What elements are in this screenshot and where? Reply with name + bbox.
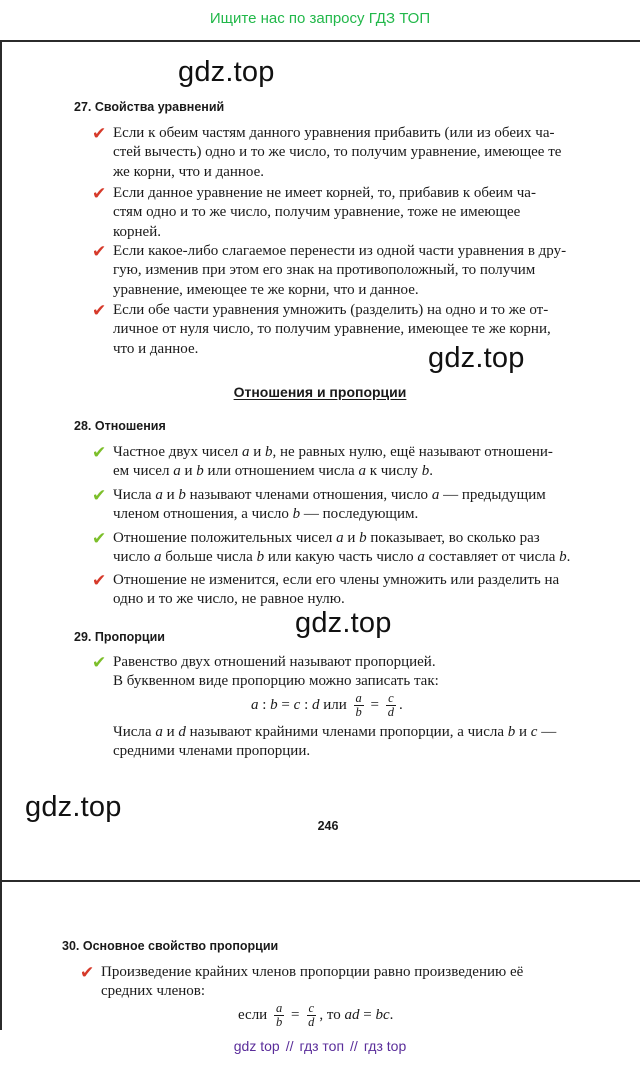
link-separator: // [350, 1038, 358, 1054]
section-29-title: 29. Пропорции [74, 630, 165, 644]
list-item: Произведение крайних членов пропорции равно произведению её средних членов: [101, 964, 524, 1000]
link-separator: // [285, 1038, 294, 1054]
top-page-rule [0, 40, 640, 42]
section-27-title: 27. Свойства уравнений [74, 100, 225, 114]
section-30-title: 30. Основное свойство пропорции [62, 939, 279, 953]
green-check-icon: ✔ [92, 443, 107, 463]
proportion-property-formula: если $\frac{a}{b}$ = $\frac{c}{d}$ , то ad = bc . [238, 1001, 394, 1029]
watermark: gdz.top [295, 607, 392, 639]
red-check-icon: ✔ [80, 963, 95, 983]
watermark: gdz.top [178, 56, 275, 88]
fraction: $\frac{c}{d}$ [387, 691, 394, 719]
red-check-icon: ✔ [92, 124, 107, 144]
list-item: Числа a и b называют членами отношения, число a — предыдущим членом отношения, а число b — последующим. [113, 487, 546, 523]
proportion-formula: a : b = c : d или $\frac{a}{b}$ = $\frac{c}{d}$ . [251, 691, 403, 719]
footer-link[interactable]: гдз top [363, 1038, 407, 1054]
watermark: gdz.top [25, 791, 122, 823]
definition-text: В буквенном виде пропорцию можно записать так: [113, 673, 439, 689]
fraction: $\frac{a}{b}$ [275, 1001, 283, 1029]
fraction: $\frac{a}{b}$ [355, 691, 362, 719]
list-item: Если обе части уравнения умножить (разделить) на одно и то же от- личное от нуля число, то получим уравнение, имеющее те же корни, что и данное. [113, 302, 551, 357]
list-item: Отношение положительных чисел a и b показывает, во сколько раз число a больше числа b или какую часть число a составляет от числа b. [113, 530, 571, 566]
chapter-heading: Отношения и пропорции [233, 384, 407, 400]
red-check-icon: ✔ [92, 301, 107, 321]
red-check-icon: ✔ [92, 184, 107, 204]
section-28-title: 28. Отношения [74, 419, 166, 433]
footer-link[interactable]: гдз топ [299, 1038, 345, 1054]
fraction: $\frac{c}{d}$ [308, 1001, 315, 1029]
footer-links [0, 1038, 640, 1054]
left-page-rule [0, 40, 2, 880]
page-number: 246 [317, 819, 339, 833]
list-item: Если к обеим частям данного уравнения прибавить (или из обеих ча- стей вычесть) одно и то же число, то получим уравнение, имеющее те же корни, что и данное. [113, 125, 562, 180]
list-item: Если данное уравнение не имеет корней, то, прибавив к обеим ча- стям одно и то же число, получим уравнение, тоже не имеющее корней. [113, 185, 536, 240]
list-item: Если какое-либо слагаемое перенести из одной части уравнения в дру- гую, изменив при этом его знак на противоположный, то получим уравнение, имеющее те же корни, что и данное. [113, 243, 567, 298]
green-check-icon: ✔ [92, 486, 107, 506]
green-check-icon: ✔ [92, 529, 107, 549]
red-check-icon: ✔ [92, 571, 107, 591]
list-item: Отношение не изменится, если его члены умножить или разделить на одно и то же число, не равное нулю. [113, 572, 560, 608]
left-page-rule [0, 880, 2, 1030]
green-check-icon: ✔ [92, 653, 107, 673]
list-item: Частное двух чисел a и b, не равных нулю, ещё называют отношени- ем чисел a и b или отношением числа a к числу b. [113, 444, 553, 480]
red-check-icon: ✔ [92, 242, 107, 262]
page-break-rule [0, 880, 640, 882]
definition-text: Равенство двух отношений называют пропорцией. [113, 654, 436, 670]
footer-link[interactable]: gdz top [233, 1038, 280, 1054]
search-banner[interactable]: Ищите нас по запросу ГДЗ ТОП [209, 9, 431, 27]
watermark: gdz.top [428, 342, 525, 374]
definition-text: Числа a и d называют крайними членами пропорции, а числа b и c — средними членами пропорции. [113, 724, 557, 760]
